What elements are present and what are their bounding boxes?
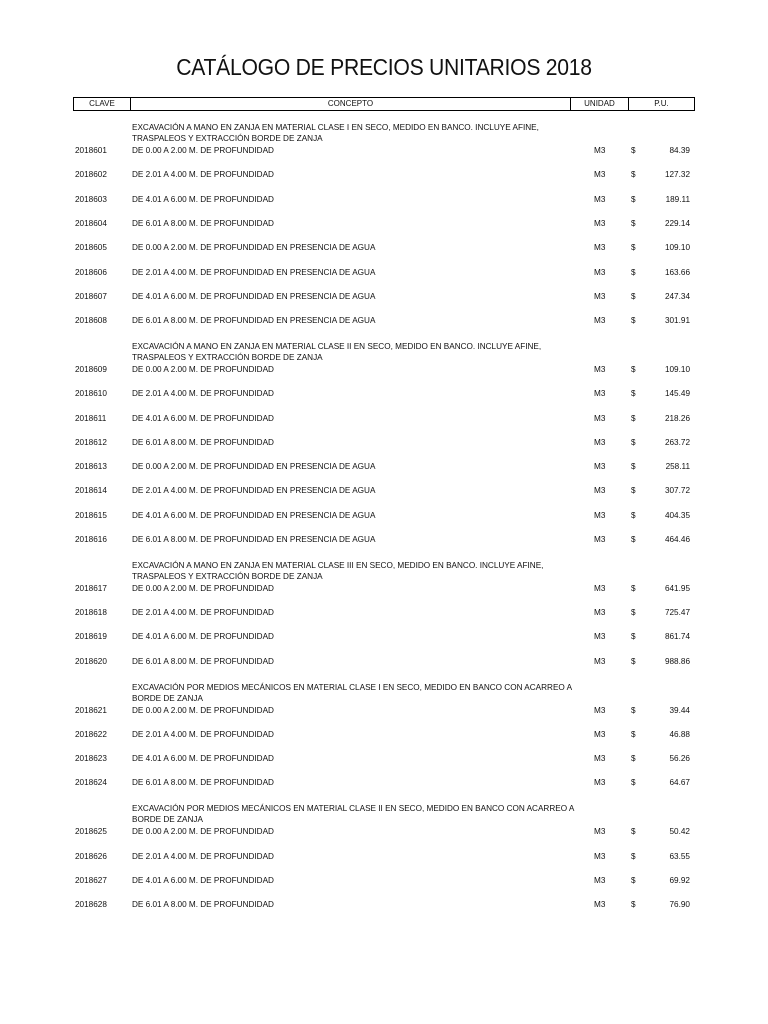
clave-cell: 2018603	[75, 194, 107, 204]
clave-cell: 2018618	[75, 608, 107, 618]
concepto-cell: DE 6.01 A 8.00 M. DE PROFUNDIDAD EN PRESENCIA DE AGUA	[132, 535, 376, 544]
currency-symbol: $	[631, 146, 636, 155]
clave-cell: 2018613	[75, 462, 107, 472]
currency-symbol: $	[631, 754, 636, 764]
currency-symbol: $	[631, 510, 636, 520]
currency-symbol: $	[631, 437, 636, 447]
currency-symbol: $	[631, 705, 636, 715]
unidad-cell: M3	[594, 900, 606, 910]
price-cell: 641.95	[664, 583, 690, 593]
clave-cell: 2018622	[75, 729, 107, 739]
price-cell: 64.67	[669, 778, 690, 788]
concepto-cell: DE 0.00 A 2.00 M. DE PROFUNDIDAD EN PRESENCIA DE AGUA	[132, 243, 376, 253]
concepto-cell: DE 0.00 A 2.00 M. DE PROFUNDIDAD	[132, 583, 274, 593]
clave-cell: 2018604	[75, 218, 107, 228]
price-cell: 109.10	[664, 364, 690, 374]
unidad-cell: M3	[594, 583, 606, 593]
unidad-cell: M3	[594, 510, 606, 520]
clave-cell: 2018607	[75, 291, 107, 301]
unidad-cell: M3	[594, 146, 606, 155]
concepto-cell: DE 2.01 A 4.00 M. DE PROFUNDIDAD EN PRESENCIA DE AGUA	[132, 486, 376, 496]
clave-cell: 2018610	[75, 389, 107, 399]
unidad-cell: M3	[594, 656, 606, 666]
clave-cell: 2018612	[75, 437, 107, 447]
concepto-cell: DE 2.01 A 4.00 M. DE PROFUNDIDAD	[132, 851, 274, 861]
concepto-cell: DE 4.01 A 6.00 M. DE PROFUNDIDAD	[132, 875, 274, 885]
price-cell: 56.26	[669, 754, 690, 764]
clave-cell: 2018625	[75, 827, 107, 837]
unidad-cell: M3	[594, 194, 606, 204]
page-title: CATÁLOGO DE PRECIOS UNITARIOS 2018	[176, 54, 592, 80]
price-cell: 258.11	[665, 462, 690, 472]
unidad-cell: M3	[594, 267, 606, 277]
unidad-cell: M3	[594, 170, 606, 180]
unidad-cell: M3	[594, 827, 606, 837]
currency-symbol: $	[631, 267, 636, 277]
currency-symbol: $	[631, 608, 636, 618]
clave-cell: 2018626	[75, 851, 107, 861]
price-cell: 50.42	[669, 827, 690, 837]
price-cell: 988.86	[664, 656, 690, 666]
unidad-cell: M3	[594, 462, 606, 472]
concepto-cell: DE 6.01 A 8.00 M. DE PROFUNDIDAD	[132, 656, 274, 666]
section-description: BORDE DE ZANJA	[132, 693, 203, 703]
concepto-cell: DE 2.01 A 4.00 M. DE PROFUNDIDAD	[132, 170, 274, 180]
clave-cell: 2018623	[75, 754, 107, 764]
clave-cell: 2018619	[75, 632, 107, 642]
clave-cell: 2018608	[75, 316, 107, 326]
price-cell: 301.91	[664, 316, 690, 326]
currency-symbol: $	[631, 535, 636, 544]
section-description: EXCAVACIÓN POR MEDIOS MECÁNICOS EN MATERIAL CLASE II EN SECO, MEDIDO EN BANCO CON ACARREO A	[132, 804, 575, 814]
unidad-cell: M3	[594, 413, 606, 423]
concepto-cell: DE 0.00 A 2.00 M. DE PROFUNDIDAD EN PRESENCIA DE AGUA	[132, 462, 376, 472]
concepto-cell: DE 6.01 A 8.00 M. DE PROFUNDIDAD EN PRESENCIA DE AGUA	[132, 316, 376, 326]
section-description: EXCAVACIÓN A MANO EN ZANJA EN MATERIAL CLASE III EN SECO, MEDIDO EN BANCO. INCLUYE AFINE,	[132, 560, 544, 570]
clave-cell: 2018628	[75, 900, 107, 910]
concepto-cell: DE 6.01 A 8.00 M. DE PROFUNDIDAD	[132, 437, 274, 447]
unidad-cell: M3	[594, 705, 606, 715]
clave-cell: 2018611	[75, 413, 107, 423]
currency-symbol: $	[631, 170, 636, 180]
currency-symbol: $	[631, 243, 636, 253]
unidad-cell: M3	[594, 486, 606, 496]
price-cell: 63.55	[669, 851, 690, 861]
header-unidad: UNIDAD	[571, 98, 629, 110]
concepto-cell: DE 4.01 A 6.00 M. DE PROFUNDIDAD	[132, 632, 274, 642]
price-cell: 69.92	[669, 875, 690, 885]
price-cell: 46.88	[669, 729, 690, 739]
price-cell: 163.66	[664, 267, 690, 277]
unidad-cell: M3	[594, 729, 606, 739]
clave-cell: 2018620	[75, 656, 107, 666]
unidad-cell: M3	[594, 754, 606, 764]
concepto-cell: DE 0.00 A 2.00 M. DE PROFUNDIDAD	[132, 146, 274, 155]
clave-cell: 2018606	[75, 267, 107, 277]
concepto-cell: DE 2.01 A 4.00 M. DE PROFUNDIDAD	[132, 729, 274, 739]
price-cell: 145.49	[664, 389, 690, 399]
currency-symbol: $	[631, 656, 636, 666]
price-cell: 189.11	[665, 194, 690, 204]
clave-cell: 2018602	[75, 170, 107, 180]
concepto-cell: DE 2.01 A 4.00 M. DE PROFUNDIDAD	[132, 389, 274, 399]
concepto-cell: DE 6.01 A 8.00 M. DE PROFUNDIDAD	[132, 218, 274, 228]
currency-symbol: $	[631, 827, 636, 837]
clave-cell: 2018616	[75, 535, 107, 544]
price-cell: 84.39	[669, 146, 690, 155]
concepto-cell: DE 4.01 A 6.00 M. DE PROFUNDIDAD	[132, 413, 274, 423]
currency-symbol: $	[631, 389, 636, 399]
clave-cell: 2018605	[75, 243, 107, 253]
price-cell: 229.14	[664, 218, 690, 228]
concepto-cell: DE 0.00 A 2.00 M. DE PROFUNDIDAD	[132, 827, 274, 837]
concepto-cell: DE 4.01 A 6.00 M. DE PROFUNDIDAD EN PRESENCIA DE AGUA	[132, 291, 376, 301]
currency-symbol: $	[631, 583, 636, 593]
price-cell: 725.47	[664, 608, 690, 618]
unidad-cell: M3	[594, 218, 606, 228]
clave-cell: 2018601	[75, 146, 107, 155]
concepto-cell: DE 6.01 A 8.00 M. DE PROFUNDIDAD	[132, 778, 274, 788]
section-description: BORDE DE ZANJA	[132, 815, 203, 825]
currency-symbol: $	[631, 851, 636, 861]
unidad-cell: M3	[594, 778, 606, 788]
concepto-cell: DE 6.01 A 8.00 M. DE PROFUNDIDAD	[132, 900, 274, 910]
currency-symbol: $	[631, 413, 636, 423]
currency-symbol: $	[631, 364, 636, 374]
clave-cell: 2018624	[75, 778, 107, 788]
header-concepto: CONCEPTO	[131, 98, 571, 110]
price-cell: 109.10	[664, 243, 690, 253]
currency-symbol: $	[631, 218, 636, 228]
currency-symbol: $	[631, 316, 636, 326]
section-description: EXCAVACIÓN POR MEDIOS MECÁNICOS EN MATERIAL CLASE I EN SECO, MEDIDO EN BANCO CON ACARREO A	[132, 682, 573, 692]
unidad-cell: M3	[594, 535, 606, 544]
concepto-cell: DE 4.01 A 6.00 M. DE PROFUNDIDAD	[132, 194, 274, 204]
currency-symbol: $	[631, 632, 636, 642]
header-clave: CLAVE	[74, 98, 131, 110]
clave-cell: 2018617	[75, 583, 107, 593]
concepto-cell: DE 0.00 A 2.00 M. DE PROFUNDIDAD	[132, 364, 274, 374]
clave-cell: 2018621	[75, 705, 107, 715]
unidad-cell: M3	[594, 851, 606, 861]
price-cell: 39.44	[669, 705, 690, 715]
section-description: TRASPALEOS Y EXTRACCIÓN BORDE DE ZANJA	[132, 352, 323, 362]
price-cell: 404.35	[664, 510, 690, 520]
price-cell: 464.46	[664, 535, 690, 544]
section-description: EXCAVACIÓN A MANO EN ZANJA EN MATERIAL CLASE I EN SECO, MEDIDO EN BANCO. INCLUYE AFINE,	[132, 123, 539, 132]
unidad-cell: M3	[594, 316, 606, 326]
currency-symbol: $	[631, 462, 636, 472]
clave-cell: 2018614	[75, 486, 107, 496]
currency-symbol: $	[631, 729, 636, 739]
currency-symbol: $	[631, 778, 636, 788]
price-cell: 263.72	[664, 437, 690, 447]
unidad-cell: M3	[594, 875, 606, 885]
section-description: TRASPALEOS Y EXTRACCIÓN BORDE DE ZANJA	[132, 571, 323, 581]
currency-symbol: $	[631, 291, 636, 301]
price-cell: 307.72	[664, 486, 690, 496]
currency-symbol: $	[631, 875, 636, 885]
price-cell: 127.32	[664, 170, 690, 180]
clave-cell: 2018615	[75, 510, 107, 520]
unidad-cell: M3	[594, 632, 606, 642]
unidad-cell: M3	[594, 291, 606, 301]
price-cell: 218.26	[664, 413, 690, 423]
unidad-cell: M3	[594, 243, 606, 253]
unidad-cell: M3	[594, 389, 606, 399]
clave-cell: 2018627	[75, 875, 107, 885]
concepto-cell: DE 0.00 A 2.00 M. DE PROFUNDIDAD	[132, 705, 274, 715]
section-description: TRASPALEOS Y EXTRACCIÓN BORDE DE ZANJA	[132, 134, 323, 143]
concepto-cell: DE 4.01 A 6.00 M. DE PROFUNDIDAD EN PRESENCIA DE AGUA	[132, 510, 376, 520]
unidad-cell: M3	[594, 364, 606, 374]
concepto-cell: DE 2.01 A 4.00 M. DE PROFUNDIDAD	[132, 608, 274, 618]
concepto-cell: DE 2.01 A 4.00 M. DE PROFUNDIDAD EN PRESENCIA DE AGUA	[132, 267, 376, 277]
unidad-cell: M3	[594, 437, 606, 447]
unidad-cell: M3	[594, 608, 606, 618]
header-pu: P.U.	[654, 99, 669, 108]
currency-symbol: $	[631, 194, 636, 204]
currency-symbol: $	[631, 900, 636, 910]
clave-cell: 2018609	[75, 364, 107, 374]
price-cell: 861.74	[664, 632, 690, 642]
section-description: EXCAVACIÓN A MANO EN ZANJA EN MATERIAL CLASE II EN SECO, MEDIDO EN BANCO. INCLUYE AFINE,	[132, 341, 542, 351]
price-cell: 247.34	[664, 291, 690, 301]
concepto-cell: DE 4.01 A 6.00 M. DE PROFUNDIDAD	[132, 754, 274, 764]
currency-symbol: $	[631, 486, 636, 496]
price-cell: 76.90	[669, 900, 690, 910]
